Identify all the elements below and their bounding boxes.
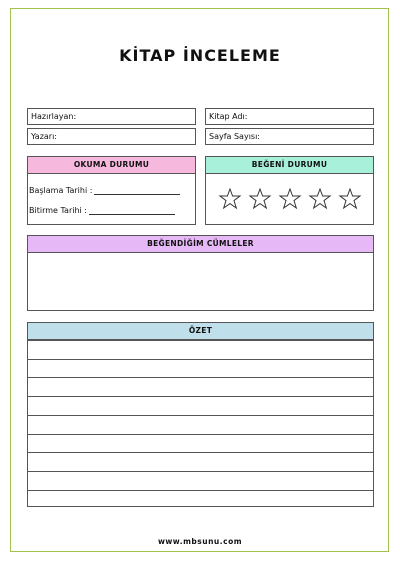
reading-status-header: OKUMA DURUMU	[28, 157, 195, 174]
summary-line	[28, 396, 373, 397]
summary-panel[interactable]	[27, 322, 374, 507]
end-date-label: Bitirme Tarihi :	[29, 206, 87, 215]
star-rating[interactable]	[206, 187, 373, 211]
prepared-by-field[interactable]	[27, 108, 196, 125]
book-name-label: Kitap Adı:	[209, 112, 248, 121]
summary-line	[28, 434, 373, 435]
summary-line	[28, 340, 373, 341]
start-date-label: Başlama Tarihi :	[29, 186, 93, 195]
start-date-input[interactable]	[94, 185, 180, 195]
star-icon[interactable]	[218, 187, 242, 211]
reading-status-panel	[27, 156, 196, 225]
summary-line	[28, 377, 373, 378]
star-icon[interactable]	[338, 187, 362, 211]
author-field[interactable]	[27, 128, 196, 145]
liked-sentences-panel[interactable]	[27, 235, 374, 311]
end-date-row	[29, 205, 175, 215]
summary-line	[28, 490, 373, 491]
liked-sentences-header: BEĞENDİĞİM CÜMLELER	[28, 236, 373, 253]
summary-line	[28, 359, 373, 360]
star-icon[interactable]	[248, 187, 272, 211]
summary-header: ÖZET	[28, 323, 373, 340]
summary-line	[28, 471, 373, 472]
summary-line	[28, 452, 373, 453]
book-name-field[interactable]	[205, 108, 374, 125]
page-title: KİTAP İNCELEME	[119, 46, 281, 65]
like-status-header: BEĞENİ DURUMU	[206, 157, 373, 174]
footer-url: www.mbsunu.com	[157, 537, 243, 546]
like-status-panel	[205, 156, 374, 225]
summary-line	[28, 415, 373, 416]
page-count-field[interactable]	[205, 128, 374, 145]
page-count-label: Sayfa Sayısı:	[209, 132, 260, 141]
star-icon[interactable]	[278, 187, 302, 211]
start-date-row	[29, 185, 180, 195]
author-label: Yazarı:	[31, 132, 57, 141]
prepared-by-label: Hazırlayan:	[31, 112, 77, 121]
end-date-input[interactable]	[89, 205, 175, 215]
star-icon[interactable]	[308, 187, 332, 211]
